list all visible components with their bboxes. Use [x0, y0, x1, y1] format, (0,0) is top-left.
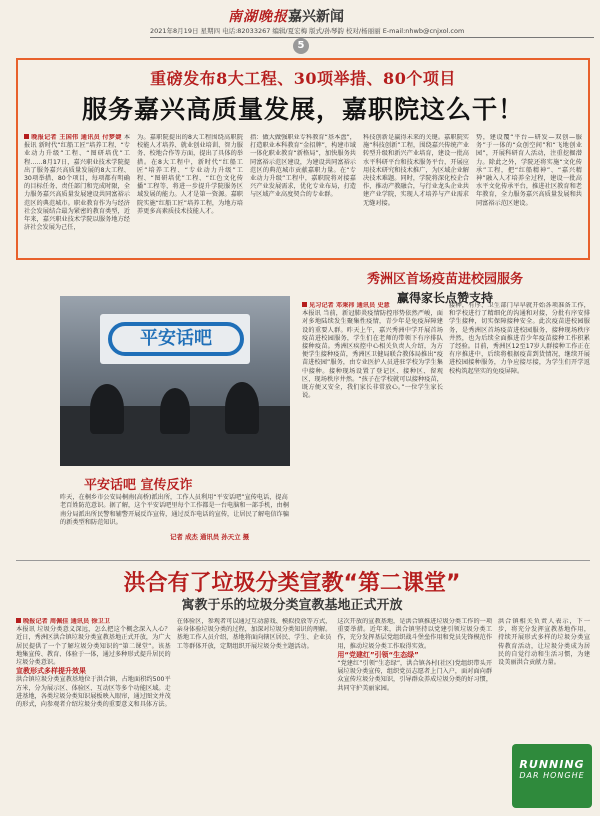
- section-divider: [16, 560, 590, 561]
- badge-line1: RUNNING: [519, 758, 585, 771]
- page-number: 5: [293, 38, 309, 54]
- running-logo: [512, 744, 592, 808]
- story2-subtitle: 赢得家长点赞支持: [396, 291, 493, 305]
- photo-screen: [100, 314, 250, 364]
- story3-column: 洪合镇相关负责人表示，下一步，将充分发挥宣教基地作用，持续开展形式多样的垃圾分类宣传教育活动，让垃圾分类成为居民的自觉行动和生活习惯，为建设美丽洪合贡献力量。: [498, 618, 591, 667]
- story3-column: 这次开放的宣教基地，是洪合镇推进垃圾分类工作的一项重要举措。近年来，洪合镇坚持以党建引领垃圾分类工作，充分发挥基层党组织战斗堡垒作用和党员先锋模范作用，推动垃圾分类工作取得实效。 用“党建红”引领“生态绿” “党建红”引领“生态绿”，洪合镇各村(社区)党组织带头开展垃圾分类宣传，组织党员志愿者上门入户，面对面向群众宣传垃圾分类知识，引导群众养成垃圾分类的好习惯，共同守护美丽家园。: [337, 618, 493, 692]
- photo-caption: 昨天，在桐乡市公安局桐南(高桥)派出所，工作人员利用“平安话吧”宣传电话，提高老百姓防范意识。据了解，这个平安话吧里每个工作都是一台电脑和一部手机，由桐南分局派出所民警和辅警开展反诈宣传，通过反诈电话的宣传，让居民了解电信诈骗的新类型和防范知识。: [60, 494, 289, 527]
- lead-story: [16, 58, 590, 260]
- story2-byline: 见习记者 邓秉祎 通讯员 史意: [302, 302, 390, 309]
- story2-header: [300, 268, 590, 306]
- lead-column: 指：做大做强职业专科教育“基本盘”，打造职业本科教育“金招牌”，构建市域一体化职业教育“新格局”，加快服务共同富裕示范区建设，为建设共同富裕示范区的典范城市贡献嘉职力量。在“专业动力升级”工程中，嘉职院将对接嘉兴产业发展需求，优化专业布局，打造与区域产业高度契合的专业群。: [250, 134, 356, 199]
- lead-kicker: 重磅发布8大工程、30项举措、80个项目: [150, 69, 456, 88]
- section-name: 嘉兴新闻: [288, 9, 344, 25]
- story3-subtitle: 寓教于乐的垃圾分类宣教基地正式开放: [181, 598, 403, 613]
- story3-byline: 晚报记者 周佩佳 通讯员 徐卫卫: [16, 618, 110, 625]
- photo-person: [90, 384, 124, 434]
- photo-person: [160, 388, 190, 434]
- badge-line2: DAR HONGHE: [519, 771, 585, 780]
- photo-person: [225, 382, 259, 434]
- lead-columns: [24, 134, 582, 260]
- news-photo: [60, 296, 290, 466]
- lead-column: 晚报记者 王国伟 通讯员 付梦婕 本报讯 新时代“红船工匠”培养工程、“专业动力升级”工程、“图研培优”工程……8月17日，嘉兴职业技术学院提出了服务嘉兴高质量发展的8大工程、30项举措、80个项目，每项都有明确的目标任务、责任部门和完成时限，全力服务嘉兴高质量发展建设共同富裕示范区的典范城市。职业教育作为与经济社会发展结合最为紧密的教育类型，近年来，嘉兴职业技术学院以服务地方经济社会发展为己任，: [24, 134, 130, 232]
- masthead-info: 2021年8月19日 星期四 电话:82033267 编辑/夏宏梅 版式/孙琴韵 校对/杨丽丽 E-mail:nhwb@cnjxol.com: [150, 26, 594, 38]
- story2-title: 秀洲区首场疫苗进校园服务: [366, 272, 523, 287]
- masthead: [0, 0, 600, 54]
- photo-caption-title: 平安话吧 宣传反诈: [84, 478, 193, 493]
- lead-column: 为。嘉职院提出的8大工程围绕高职院校能人才培养、就业创业培训、智力服务、校地合作等方面，提出了具体的举措。在8大工程中，新时代“红船工匠”培养工程、“专业动力升级”工程、“图研培优”工程、“红色文化传播”工程等，将进一步提升学院服务区域发展的能力。人才是第一资源。嘉职院实施“红船工匠”培养工程，为地方培养更多高素质技术技能人才。: [137, 134, 243, 215]
- story3-column: 在体验区，参观者可以通过互动游戏、模拟投放等方式，亲身体验垃圾分类的过程，加深对垃圾分类知识的理解。基地工作人员介绍，基地将面向辖区居民、学生、企业员工等群体开放，定期组织开展垃圾分类主题活动。: [176, 618, 332, 650]
- story3-subhead: 宣教形式多样提升效果: [16, 667, 86, 676]
- lead-column: 科技创新是赢得未来的关键。嘉职院实施“科技创新”工程，围绕嘉兴传统产业转型升级和新兴产业培育，建设一批高水平科研平台和技术服务平台，开展应用技术研究和技术推广，为区域企业解决技术难题。同时，学院将深化校企合作，推动产教融合，与行业龙头企业共建产业学院，实现人才培养与产业需求无缝对接。: [363, 134, 469, 207]
- newspaper-logo: 南湖晚报: [228, 9, 288, 25]
- story2-column: 接种，有序、卫生部门早早就开始各项准备工作，和学校进行了精细化的沟通和对接，分批有序安排学生接种，切实保障接种安全。此次疫苗进校园服务，是秀洲区首场疫苗进校园服务，接种现场秩序井然，也为后续全面推进青少年疫苗接种工作积累了经验。目前，秀洲区12至17岁人群接种工作正在有序推进中，后续将根据疫苗到货情况，继续开展进校园接种服务，力争应接尽接，为学生们开学返校构筑起坚实的免疫屏障。: [449, 302, 590, 375]
- safety-talk-logo: 平安话吧: [108, 322, 244, 356]
- story3-subhead: 用“党建红”引领“生态绿”: [337, 650, 419, 659]
- story3-title: 洪合有了垃圾分类宣教“第二课堂”: [123, 571, 461, 596]
- photo-credit: 记者 成杰 通讯员 孙天立 摄: [170, 533, 250, 541]
- story2-column: 见习记者 邓秉祎 通讯员 史意 本报讯 当前，新冠肺炎疫情防控形势依然严峻，面对多地陆续发生聚集性疫情，青少年是免疫屏障建设的重要人群。昨天上午，嘉兴秀洲中学开展首场疫苗进校园服务，学生们在老师的带领下有序排队接种疫苗。秀洲区疾控中心相关负责人介绍，为方便学生接种疫苗，秀洲区卫健局联合教体局推出“疫苗进校园”服务，由专业医护人员进驻学校为学生集中接种。接种现场设置了登记区、接种区、留观区，现场秩序井然。“孩子在学校就可以接种疫苗，既方便又安全，我们家长非常放心。”一位学生家长说。: [302, 302, 443, 400]
- story3-columns: [16, 618, 590, 808]
- lead-column: 势，建设覆“平台—研发—双创—服务”于一体的“众创空间”和“飞地创业园”，开展科研育人活动，注重挖掘潜力。除此之外，学院还将实施“文化传承”工程，把“红船精神”、“嘉兴精神”融入人才培养全过程，建设一批高水平文化传承平台，推进社区教育和老年教育，全力服务嘉兴高质量发展和共同富裕示范区建设。: [476, 134, 582, 207]
- story2-columns: [302, 302, 590, 554]
- story3-column: 晚报记者 周佩佳 通讯员 徐卫卫 本报讯 垃圾分类意义深远，怎么把这个概念深入人心？近日，秀洲区洪合镇垃圾分类宣教基地正式开放，为广大居民提供了一个了解垃圾分类知识的“第二课堂”。该基地集宣传、教育、体验于一体，通过多种形式提升居民的垃圾分类意识。 宣教形式多样提升效果 洪合镇垃圾分类宣教基地位于洪合镇，占地面积约500平方米，分为展示区、体验区、互动区等多个功能区域。走进基地，各类垃圾分类知识展板映入眼帘，通过图文并茂的形式，向参观者介绍垃圾分类的重要意义和具体方法。: [16, 618, 171, 709]
- lead-headline: 服务嘉兴高质量发展，嘉职院这么干！: [81, 95, 524, 124]
- lead-byline: 晚报记者 王国伟 通讯员 付梦婕: [24, 134, 122, 141]
